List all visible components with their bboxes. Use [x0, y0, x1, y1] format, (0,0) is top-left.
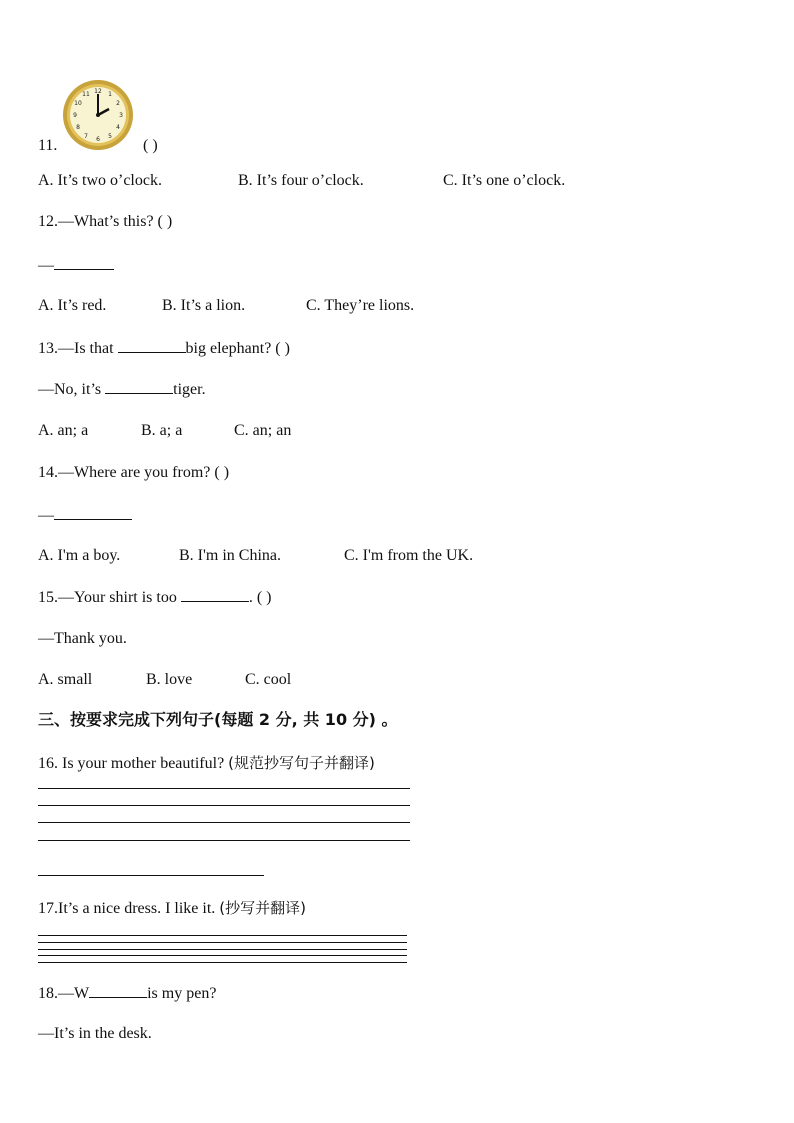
q16-english: 16. Is your mother beautiful? — [38, 755, 229, 772]
q13-blank-2[interactable] — [105, 379, 173, 394]
svg-text:4: 4 — [116, 124, 120, 131]
svg-text:9: 9 — [73, 112, 77, 119]
q13-reply-end: tiger. — [173, 381, 206, 398]
q16-prompt — [38, 753, 375, 774]
q13-reply-start: —No, it’s — [38, 381, 106, 398]
clock-icon — [60, 78, 136, 152]
q16-writing-line-2[interactable] — [38, 805, 410, 806]
q13-option-c: C. an; an — [234, 422, 292, 439]
q11-option-c: C. It’s one o’clock. — [443, 172, 566, 189]
q14-answer-blank[interactable] — [54, 505, 132, 520]
q13-blank-1[interactable] — [118, 338, 186, 353]
q16-writing-line-4[interactable] — [38, 840, 410, 841]
svg-text:11: 11 — [82, 91, 90, 98]
q15-option-c: C. cool — [245, 671, 292, 688]
q17-english: 17.It’s a nice dress. I like it. — [38, 900, 220, 917]
q16-translation-line[interactable] — [38, 875, 264, 876]
q14-stem: 14.—Where are you from? ( ) — [38, 464, 230, 481]
q13-stem-start: 13.—Is that — [38, 340, 118, 357]
q14-dash: — — [38, 507, 54, 524]
q17-writing-line-5[interactable] — [38, 962, 407, 963]
q18-stem-start: 18.—W — [38, 985, 90, 1002]
q14-option-c: C. I'm from the UK. — [344, 547, 474, 564]
q11-option-b: B. It’s four o’clock. — [238, 172, 364, 189]
q18-stem — [38, 983, 216, 1004]
svg-text:7: 7 — [84, 133, 88, 140]
q13-option-b: B. a; a — [141, 422, 183, 439]
q15-option-b: B. love — [146, 671, 193, 688]
q14-option-b: B. I'm in China. — [179, 547, 281, 564]
q17-writing-line-4[interactable] — [38, 955, 407, 956]
q12-dash: — — [38, 257, 54, 274]
svg-text:5: 5 — [108, 133, 112, 140]
q12-option-c: C. They’re lions. — [306, 297, 415, 314]
q15-stem — [38, 587, 272, 608]
q13-stem-end: big elephant? ( ) — [185, 340, 290, 357]
svg-text:10: 10 — [74, 100, 82, 107]
q16-instruction: (规范抄写句子并翻译) — [228, 754, 375, 772]
q17-writing-line-2[interactable] — [38, 942, 407, 943]
q12-answer-blank[interactable] — [54, 255, 114, 270]
q12-option-b: B. It’s a lion. — [162, 297, 246, 314]
q17-writing-line-1[interactable] — [38, 935, 407, 936]
svg-text:1: 1 — [108, 91, 112, 98]
q12-reply — [38, 255, 114, 276]
svg-text:6: 6 — [96, 136, 100, 143]
section-3-title: 三、按要求完成下列句子(每题 2 分, 共 10 分) 。 — [38, 710, 398, 729]
q18-reply: —It’s in the desk. — [38, 1025, 152, 1042]
q16-writing-line-1[interactable] — [38, 788, 410, 789]
q17-instruction: (抄写并翻译) — [219, 899, 307, 917]
q16-writing-line-3[interactable] — [38, 822, 410, 823]
q13-reply — [38, 379, 206, 400]
q11-option-a: A. It’s two o’clock. — [38, 172, 162, 189]
q12-stem: 12.—What’s this? ( ) — [38, 213, 173, 230]
q13-option-a: A. an; a — [38, 422, 89, 439]
svg-text:12: 12 — [94, 88, 102, 95]
q18-answer-blank[interactable] — [89, 983, 147, 998]
q11-answer-paren: ( ) — [143, 137, 158, 154]
q15-stem-end: . ( ) — [248, 589, 272, 606]
q11-number: 11. — [38, 137, 58, 154]
q13-stem — [38, 338, 290, 359]
q17-prompt — [38, 898, 306, 919]
svg-text:8: 8 — [76, 124, 80, 131]
q14-reply — [38, 505, 132, 526]
q15-option-a: A. small — [38, 671, 93, 688]
q14-option-a: A. I'm a boy. — [38, 547, 121, 564]
q15-answer-blank[interactable] — [181, 587, 249, 602]
svg-text:2: 2 — [116, 100, 120, 107]
svg-text:3: 3 — [119, 112, 123, 119]
q15-stem-start: 15.—Your shirt is too — [38, 589, 181, 606]
q18-stem-end: is my pen? — [147, 985, 217, 1002]
q15-reply: —Thank you. — [38, 630, 127, 647]
q17-writing-line-3[interactable] — [38, 949, 407, 950]
q12-option-a: A. It’s red. — [38, 297, 107, 314]
